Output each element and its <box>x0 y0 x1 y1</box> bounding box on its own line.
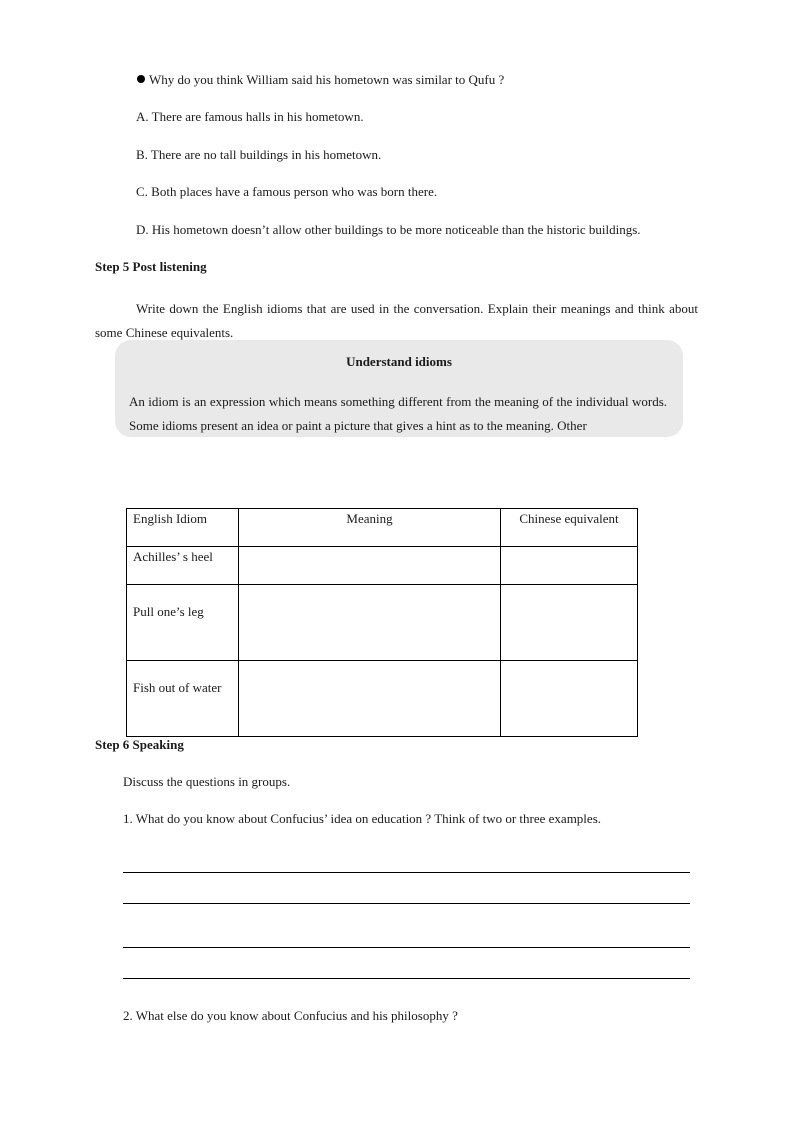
idiom-info-box <box>115 340 683 437</box>
header-meaning: Meaning <box>239 509 501 547</box>
header-chinese-equivalent: Chinese equivalent <box>501 509 638 547</box>
option-d: D. His hometown doesn’t allow other buildings to be more noticeable than the historic buildings. <box>136 222 641 237</box>
option-b: B. There are no tall buildings in his hometown. <box>136 147 382 162</box>
answer-line[interactable] <box>123 947 690 948</box>
step5-instruction: Write down the English idioms that are used in the conversation. Explain their meanings and think about some Chinese equivalents. <box>95 301 698 340</box>
idiom-table <box>126 508 638 737</box>
question-2: 2. What else do you know about Confucius and his philosophy ? <box>123 1008 458 1023</box>
answer-line[interactable] <box>123 872 690 873</box>
question-1: 1. What do you know about Confucius’ idea on education ? Think of two or three examples. <box>123 811 601 826</box>
chinese-cell[interactable] <box>501 547 638 585</box>
bullet-icon <box>137 75 145 83</box>
table-row <box>127 661 638 737</box>
idiom-box-title: Understand idioms <box>346 354 452 369</box>
chinese-cell[interactable] <box>501 585 638 661</box>
table-row <box>127 585 638 661</box>
meaning-cell[interactable] <box>239 585 501 661</box>
idiom-box-body: An idiom is an expression which means something different from the meaning of the individual words. Some idioms present an idea or paint a picture that gives a hint as to the meaning. Other <box>129 394 667 433</box>
table-row <box>127 547 638 585</box>
meaning-cell[interactable] <box>239 661 501 737</box>
step6-heading: Step 6 Speaking <box>95 737 184 752</box>
answer-line[interactable] <box>123 903 690 904</box>
idiom-cell: Pull one’s leg <box>127 585 239 661</box>
step6-instruction: Discuss the questions in groups. <box>123 774 291 789</box>
answer-line[interactable] <box>123 978 690 979</box>
question-line <box>137 72 504 88</box>
idiom-cell: Fish out of water <box>127 661 239 737</box>
option-c: C. Both places have a famous person who was born there. <box>136 184 438 199</box>
table-header-row <box>127 509 638 547</box>
meaning-cell[interactable] <box>239 547 501 585</box>
step5-heading: Step 5 Post listening <box>95 259 207 274</box>
chinese-cell[interactable] <box>501 661 638 737</box>
question-text: Why do you think William said his hometown was similar to Qufu ? <box>149 72 505 87</box>
header-english-idiom: English Idiom <box>127 509 239 547</box>
idiom-cell: Achilles’ s heel <box>127 547 239 585</box>
option-a: A. There are famous halls in his hometown. <box>136 109 364 124</box>
